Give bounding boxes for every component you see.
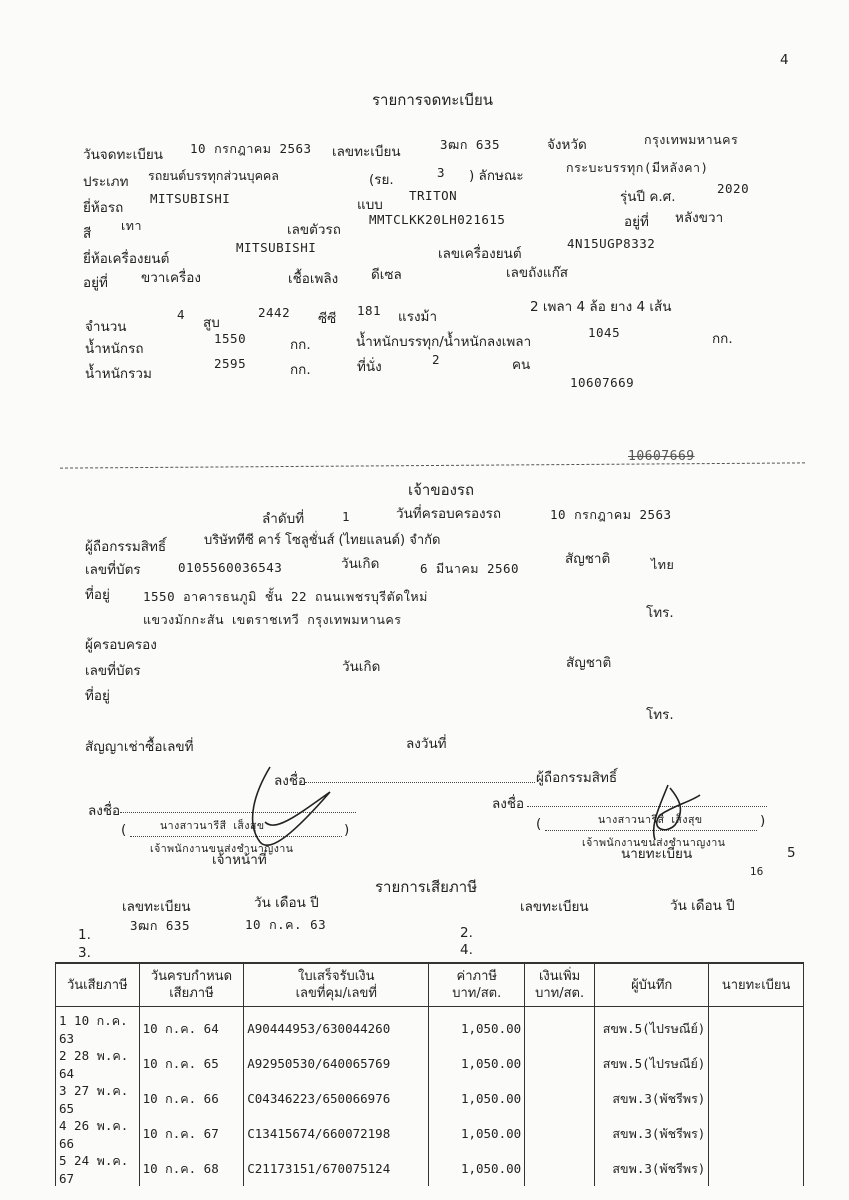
birth-label: วันเกิด: [341, 556, 380, 572]
tax-column-header: วันเสียภาษี: [56, 963, 140, 1007]
tax-due-date: 10 ก.ค. 68: [139, 1151, 244, 1186]
tax-table-row: [56, 1151, 804, 1186]
year-label: รุ่นปี ค.ศ.: [620, 189, 676, 205]
tax-column-header: ผู้บันทึก: [595, 963, 709, 1007]
chassis-pos-label: อยู่ที่: [624, 214, 649, 230]
document-number-struck: 10607669: [628, 449, 695, 464]
tax-column-header: ค่าภาษี บาท/สต.: [429, 963, 525, 1007]
load-label: น้ำหนักบรรทุก/น้ำหนักลงเพลา: [356, 334, 532, 350]
possessor-label: ผู้ครอบครอง: [85, 637, 157, 653]
tax-surcharge: [525, 1116, 595, 1151]
tax-column-header: นายทะเบียน: [709, 963, 804, 1007]
tax-registrar: [709, 1116, 804, 1151]
color: เทา: [121, 218, 143, 233]
tax-amount: 1,050.00: [429, 1007, 525, 1047]
lease-label: สัญญาเช่าซื้อเลขที่: [85, 739, 194, 755]
tax-due-date: 10 ก.ค. 65: [139, 1046, 244, 1081]
hp: 181: [357, 303, 382, 318]
right-sign-label: ลงชื่อ: [492, 796, 525, 812]
tax-receipt-no: A90444953/630044260: [244, 1007, 429, 1047]
left-sign-label: ลงชื่อ: [88, 803, 121, 819]
fuel: ดีเซล: [371, 267, 402, 283]
owner-title: เจ้าของรถ: [408, 481, 475, 499]
brand-label: ยี่ห้อรถ: [83, 200, 124, 216]
right-official-role: เจ้าพนักงานขนส่งชำนาญงาน: [582, 837, 726, 849]
margin-number-5: 5: [787, 845, 796, 861]
left-official-role: เจ้าพนักงานขนส่งชำนาญงาน: [150, 843, 294, 855]
weight-label: น้ำหนักรถ: [85, 341, 144, 357]
tax-line-3-number: 3.: [78, 945, 91, 961]
gas-tank-label: เลขถังแก๊ส: [506, 265, 568, 281]
reg-no-label: เลขทะเบียน: [332, 144, 401, 160]
tax-recorder: สขพ.3(พัชรีพร): [595, 1151, 709, 1186]
kg-2: กก.: [712, 331, 733, 347]
tax-recorder: สขพ.5(ไปรษณีย์): [595, 1046, 709, 1081]
possess-date: 10 กรกฎาคม 2563: [550, 507, 672, 522]
tax-recorder: สขพ.3(พัชรีพร): [595, 1116, 709, 1151]
year: 2020: [717, 181, 750, 196]
chassis-label: เลขตัวรถ: [287, 222, 341, 238]
tax-table-row: [56, 1081, 804, 1116]
chassis-pos: หลังขวา: [675, 210, 724, 226]
lease-date-label: ลงวันที่: [406, 736, 447, 752]
reg-date-label: วันจดทะเบียน: [83, 147, 163, 163]
type-label: ประเภท: [83, 174, 129, 190]
holder: บริษัททีซี คาร์ โซลูชั่นส์ (ไทยแลนด์) จำกัด: [204, 533, 441, 548]
tax-line-1-reg: 3ฒก 635: [130, 918, 190, 933]
char-label: ) ลักษณะ: [469, 168, 524, 184]
order: 1: [342, 509, 351, 524]
right-official-title: นายทะเบียน: [621, 846, 693, 862]
color-label: สี: [83, 226, 92, 242]
tax-receipt-no: C21173151/670075124: [244, 1151, 429, 1186]
tax-line-1-number: 1.: [78, 927, 91, 943]
tax-surcharge: [525, 1081, 595, 1116]
tax-receipt-no: C13415674/660072198: [244, 1116, 429, 1151]
tax-table-header: [56, 963, 804, 1007]
tax-recorder: สขพ.3(พัชรีพร): [595, 1081, 709, 1116]
addr-label: ที่อยู่: [85, 587, 110, 603]
birth2-label: วันเกิด: [342, 659, 381, 675]
tax-surcharge: [525, 1007, 595, 1047]
seats-unit: คน: [512, 357, 531, 373]
card-label: เลขที่บัตร: [85, 562, 141, 578]
tax-due-date: 10 ก.ค. 66: [139, 1081, 244, 1116]
tax-amount: 1,050.00: [429, 1081, 525, 1116]
engine-no-label: เลขเครื่องยนต์: [438, 246, 522, 262]
cc: 2442: [258, 305, 291, 320]
tel-label: โทร.: [646, 605, 674, 621]
cc-label: ซีซี: [318, 311, 337, 327]
reg-date: 10 กรกฎาคม 2563: [190, 141, 312, 156]
tax-date-label-right: วัน เดือน ปี: [670, 898, 735, 914]
cyl-label: สูบ: [203, 315, 220, 331]
tax-paid-date: 4 26 พ.ค. 66: [56, 1116, 140, 1151]
tax-amount: 1,050.00: [429, 1116, 525, 1151]
tax-title: รายการเสียภาษี: [375, 878, 478, 896]
total-weight: 2595: [214, 356, 247, 371]
tax-amount: 1,050.00: [429, 1151, 525, 1186]
card-number: 0105560036543: [178, 560, 283, 575]
weight: 1550: [214, 331, 247, 346]
card2-label: เลขที่บัตร: [85, 663, 141, 679]
cylinders: 4: [177, 307, 186, 322]
tax-table: [55, 962, 804, 1186]
hp-label: แรงม้า: [398, 309, 438, 325]
holder-sign-suffix: ผู้ถือกรรมสิทธิ์: [536, 770, 618, 786]
kg-3: กก.: [290, 362, 311, 378]
rs-label: (รย.: [369, 172, 394, 188]
province: กรุงเทพมหานคร: [644, 132, 739, 147]
count-label: จำนวน: [85, 319, 127, 335]
tax-receipt-no: C04346223/650066976: [244, 1081, 429, 1116]
addr2-label: ที่อยู่: [85, 688, 110, 704]
tax-registrar: [709, 1081, 804, 1116]
birth-date: 6 มีนาคม 2560: [420, 561, 520, 576]
engine-pos: ขวาเครื่อง: [141, 270, 201, 286]
tel2-label: โทร.: [646, 707, 674, 723]
engine-brand: MITSUBISHI: [236, 240, 317, 255]
address-line-1: 1550 อาคารธนภูมิ ชั้น 22 ถนนเพชรบุรีตัดใหม่: [143, 589, 428, 604]
document-number: 10607669: [570, 375, 635, 390]
left-official-title: เจ้าหน้าที่: [212, 852, 267, 868]
tax-due-date: 10 ก.ค. 64: [139, 1007, 244, 1047]
chassis: MMTCLKK20LH021615: [369, 212, 506, 227]
fuel-label: เชื้อเพลิง: [288, 271, 339, 287]
left-open-paren: (: [121, 822, 127, 838]
reg-no: 3ฒก 635: [440, 137, 500, 152]
tax-date-label-left: วัน เดือน ปี: [254, 895, 319, 911]
kg-1: กก.: [290, 337, 311, 353]
load: 1045: [588, 325, 621, 340]
type: รถยนต์บรรทุกส่วนบุคคล: [148, 168, 279, 183]
tax-table-row: [56, 1046, 804, 1081]
engine-pos-label: อยู่ที่: [83, 275, 108, 291]
nation: ไทย: [651, 557, 675, 572]
tax-paid-date: 2 28 พ.ค. 64: [56, 1046, 140, 1081]
tax-amount: 1,050.00: [429, 1046, 525, 1081]
tax-table-row: [56, 1116, 804, 1151]
tax-recorder: สขพ.5(ไปรษณีย์): [595, 1007, 709, 1047]
brand: MITSUBISHI: [150, 191, 231, 206]
right-signature-image: [630, 780, 710, 850]
right-open-paren: (: [536, 816, 542, 832]
model: TRITON: [409, 188, 458, 203]
holder-sign-label: ลงชื่อ: [274, 773, 307, 789]
seats-label: ที่นั่ง: [357, 359, 382, 375]
tax-surcharge: [525, 1046, 595, 1081]
tax-paid-date: 3 27 พ.ค. 65: [56, 1081, 140, 1116]
tax-column-header: วันครบกำหนด เสียภาษี: [139, 963, 244, 1007]
tax-due-date: 10 ก.ค. 67: [139, 1116, 244, 1151]
tax-surcharge: [525, 1151, 595, 1186]
holder-label: ผู้ถือกรรมสิทธิ์: [85, 539, 167, 555]
engine-brand-label: ยี่ห้อเครื่องยนต์: [83, 251, 170, 267]
page-number: 4: [780, 52, 789, 68]
left-official-name: นางสาวนารีสี เส็งสุข: [160, 820, 265, 832]
total-weight-label: น้ำหนักรวม: [85, 366, 152, 382]
tax-column-header: เงินเพิ่ม บาท/สต.: [525, 963, 595, 1007]
tax-column-header: ใบเสร็จรับเงิน เลขที่คุม/เลขที่: [244, 963, 429, 1007]
axles: 2 เพลา 4 ล้อ ยาง 4 เส้น: [530, 299, 672, 315]
address-line-2: แขวงมักกะสัน เขตราชเทวี กรุงเทพมหานคร: [143, 612, 402, 627]
tax-registrar: [709, 1046, 804, 1081]
nation2-label: สัญชาติ: [566, 655, 612, 671]
rs-value: 3: [437, 165, 446, 180]
tax-line-4-number: 4.: [460, 942, 473, 958]
tax-reg-label-right: เลขทะเบียน: [520, 899, 589, 915]
char-value: กระบะบรรทุก(มีหลังคา): [566, 160, 709, 175]
tax-table-row: [56, 1007, 804, 1047]
order-label: ลำดับที่: [262, 511, 305, 527]
right-official-name: นางสาวนารีสี เส็งสุข: [598, 814, 703, 826]
tax-line-1-date: 10 ก.ค. 63: [245, 917, 327, 932]
model-label: แบบ: [357, 197, 383, 213]
tax-line-2-number: 2.: [460, 925, 473, 941]
engine-no: 4N15UGP8332: [567, 236, 656, 251]
possess-date-label: วันที่ครอบครองรถ: [396, 506, 502, 522]
registration-title: รายการจดทะเบียน: [372, 91, 493, 109]
tax-registrar: [709, 1007, 804, 1047]
tax-paid-date: 5 24 พ.ค. 67: [56, 1151, 140, 1186]
right-close-paren: ): [760, 813, 766, 829]
left-close-paren: ): [344, 822, 350, 838]
tax-paid-date: 1 10 ก.ค. 63: [56, 1007, 140, 1047]
nation-label: สัญชาติ: [565, 551, 611, 567]
tax-receipt-no: A92950530/640065769: [244, 1046, 429, 1081]
tax-registrar: [709, 1151, 804, 1186]
tax-reg-label-left: เลขทะเบียน: [122, 899, 191, 915]
margin-number-16: 16: [750, 866, 764, 878]
left-signature-image: [235, 762, 355, 857]
seats: 2: [432, 352, 441, 367]
province-label: จังหวัด: [547, 137, 587, 153]
